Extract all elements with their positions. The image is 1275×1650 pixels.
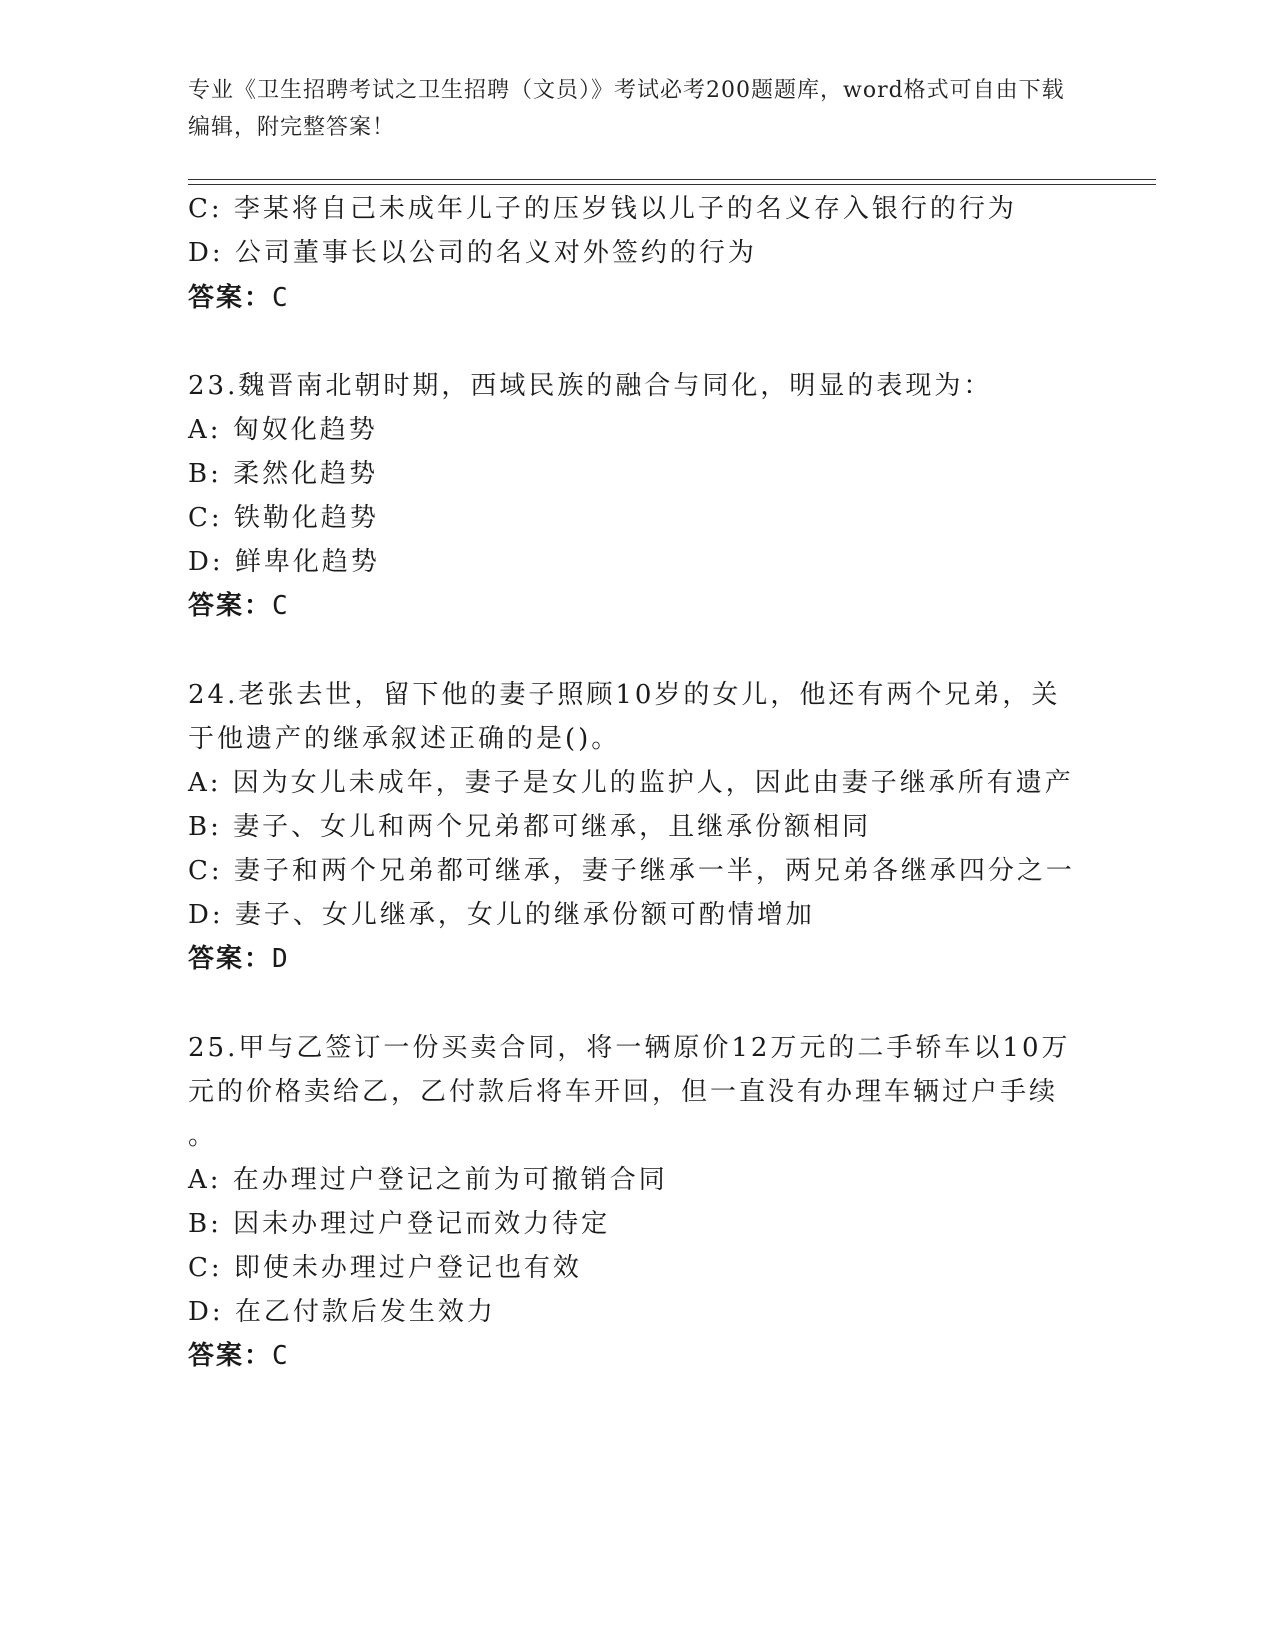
answer-value: D [272,944,290,974]
answer-label: 答案： [188,591,273,621]
question-25-option-a: A: 在办理过户登记之前为可撤销合同 [188,1165,668,1195]
header-rule-bottom [188,184,1156,185]
option-c: C: 李某将自己未成年儿子的压岁钱以儿子的名义存入银行的行为 [188,194,1017,224]
question-23-answer [188,585,290,622]
answer-label: 答案： [188,1341,273,1371]
option-d: D: 公司董事长以公司的名义对外签约的行为 [188,238,757,268]
question-24-stem-line-2: 于他遗产的继承叙述正确的是()。 [188,724,621,754]
question-25-stem-line-2: 元的价格卖给乙，乙付款后将车开回，但一直没有办理车辆过户手续 [188,1077,1059,1107]
question-24-stem-line-1: 24.老张去世，留下他的妻子照顾10岁的女儿，他还有两个兄弟，关 [188,680,1061,710]
answer-label: 答案： [188,944,273,974]
header-rule-top [188,179,1156,180]
question-25-option-b: B: 因未办理过户登记而效力待定 [188,1209,611,1239]
answer-value: C [272,283,290,313]
question-25-option-c: C: 即使未办理过户登记也有效 [188,1253,582,1283]
answer-value: C [272,591,290,621]
question-23-option-d: D: 鲜卑化趋势 [188,547,380,577]
answer-line [188,277,290,314]
question-24-option-a: A: 因为女儿未成年，妻子是女儿的监护人，因此由妻子继承所有遗产 [188,768,1074,798]
answer-value: C [272,1341,290,1371]
question-23-option-c: C: 铁勒化趋势 [188,503,379,533]
question-25-option-d: D: 在乙付款后发生效力 [188,1297,496,1327]
question-23-option-b: B: 柔然化趋势 [188,459,379,489]
question-25-stem-line-3: 。 [188,1121,218,1151]
question-24-answer [188,938,290,975]
question-24-option-d: D: 妻子、女儿继承，女儿的继承份额可酌情增加 [188,900,815,930]
document-header: 专业《卫生招聘考试之卫生招聘（文员）》考试必考200题题库，word格式可自由下载编辑，附完整答案！ [188,78,1065,140]
question-25-answer [188,1335,290,1372]
question-23-stem: 23.魏晋南北朝时期，西域民族的融合与同化，明显的表现为： [188,371,993,401]
question-24-option-b: B: 妻子、女儿和两个兄弟都可继承，且继承份额相同 [188,812,872,842]
question-25-stem-line-1: 25.甲与乙签订一份买卖合同，将一辆原价12万元的二手轿车以10万 [188,1033,1071,1063]
question-23-option-a: A: 匈奴化趋势 [188,415,378,445]
answer-label: 答案： [188,283,273,313]
question-24-option-c: C: 妻子和两个兄弟都可继承，妻子继承一半，两兄弟各继承四分之一 [188,856,1075,886]
